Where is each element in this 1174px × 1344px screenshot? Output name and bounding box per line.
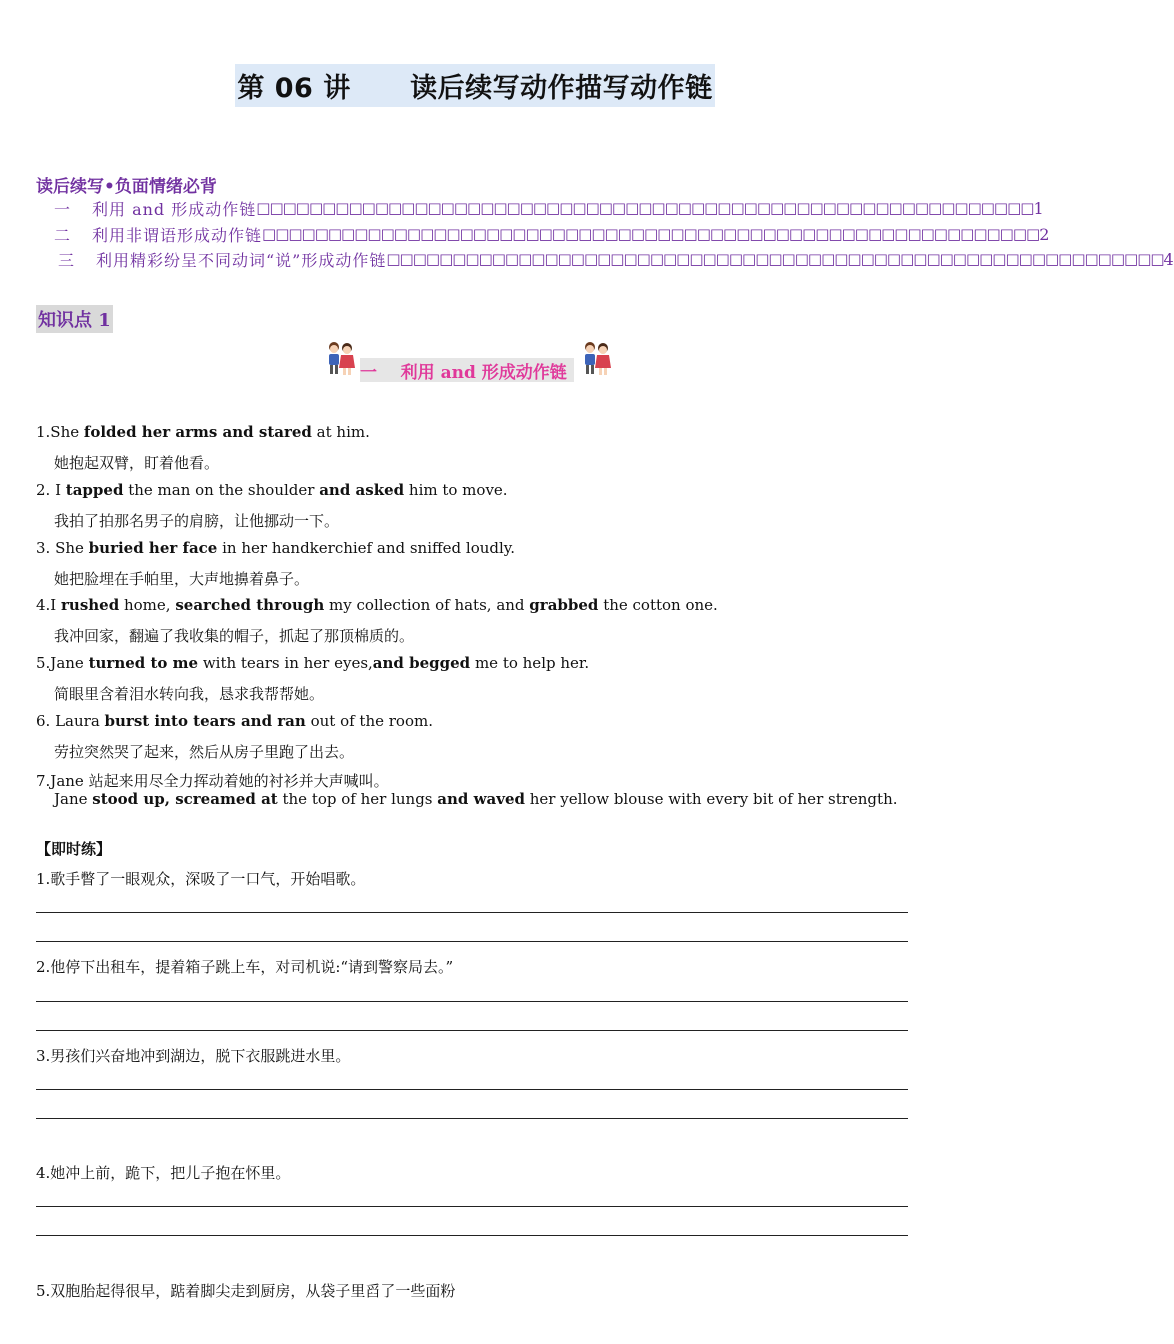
example-sentence: 6. Laura burst into tears and ran out of the room.: [36, 712, 433, 730]
toc-heading: 读后续写•负面情绪必背: [36, 177, 217, 197]
toc-item-page: 2: [1039, 224, 1050, 244]
example-sentence: 4.I rushed home, searched through my collection of hats, and grabbed the cotton one.: [36, 596, 718, 614]
toc-item[interactable]: [54, 196, 1044, 220]
section-banner: [324, 340, 624, 383]
toc-item[interactable]: [54, 222, 1050, 246]
practice-question: 1.歌手瞥了一眼观众，深吸了一口气，开始唱歌。: [36, 870, 366, 888]
toc-leader: □□□□□□□□□□□□□□□□□□□□□□□□□□□□□□□□□□□□□□□□□□□□□□□□□□□□□□□□□□□: [262, 225, 1040, 243]
practice-question: 5.双胞胎起得很早，踮着脚尖走到厨房，从袋子里舀了一些面粉: [36, 1282, 456, 1300]
answer-line[interactable]: [36, 941, 908, 942]
practice-question: 2.他停下出租车，提着箱子跳上车，对司机说:“请到警察局去。”: [36, 958, 454, 976]
toc-item-page: 4: [1163, 249, 1174, 269]
toc-item[interactable]: [58, 247, 1174, 271]
example-sentence: 3. She buried her face in her handkerchief and sniffed loudly.: [36, 539, 516, 557]
answer-line[interactable]: [36, 1235, 908, 1236]
example-sentence: 5.Jane turned to me with tears in her eyes,and begged me to help her.: [36, 654, 590, 672]
section-title: 一 利用 and 形成动作链: [360, 358, 574, 382]
toc-leader: □□□□□□□□□□□□□□□□□□□□□□□□□□□□□□□□□□□□□□□□□□□□□□□□□□□□□□□□□□□: [386, 250, 1164, 268]
toc-item-label: 利用精彩纷呈不同动词“说”形成动作链: [96, 250, 387, 270]
knowledge-point-label: 知识点 1: [36, 305, 113, 333]
example-translation: 我冲回家，翻遍了我收集的帽子，抓起了那顶棉质的。: [54, 627, 415, 645]
children-illustration-icon: [580, 340, 614, 378]
children-illustration-icon: [324, 340, 358, 378]
answer-line[interactable]: [36, 1089, 908, 1090]
example-sentence: 2. I tapped the man on the shoulder and asked him to move.: [36, 481, 508, 499]
answer-line[interactable]: [36, 1030, 908, 1031]
practice-question: 4.她冲上前，跪下，把儿子抱在怀里。: [36, 1164, 291, 1182]
answer-line[interactable]: [36, 1118, 908, 1119]
practice-question: 3.男孩们兴奋地冲到湖边，脱下衣服跳进水里。: [36, 1047, 351, 1065]
example-sentence: 1.She folded her arms and stared at him.: [36, 423, 370, 441]
toc-item-page: 1: [1033, 198, 1044, 218]
example-7-chinese: 7.Jane 站起来用尽全力挥动着她的衬衫并大声喊叫。: [36, 772, 389, 790]
toc-item-label: 利用 and 形成动作链: [92, 199, 257, 219]
toc-item-number: 二: [54, 225, 71, 245]
example-translation: 我拍了拍那名男子的肩膀，让他挪动一下。: [54, 512, 340, 530]
answer-line[interactable]: [36, 912, 908, 913]
answer-line[interactable]: [36, 1001, 908, 1002]
example-translation: 劳拉突然哭了起来，然后从房子里跑了出去。: [54, 743, 355, 761]
toc-item-label: 利用非谓语形成动作链: [92, 225, 263, 245]
toc-item-number: 三: [58, 250, 75, 270]
practice-heading: 【即时练】: [36, 840, 112, 858]
example-translation: 她抱起双臂，盯着他看。: [54, 454, 220, 472]
answer-line[interactable]: [36, 1206, 908, 1207]
example-translation: 简眼里含着泪水转向我，恳求我帮帮她。: [54, 685, 325, 703]
example-7-english: Jane stood up, screamed at the top of her lungs and waved her yellow blouse with every bit of her strength.: [54, 790, 898, 808]
title-block: [0, 64, 950, 107]
page-title: 第 06 讲 读后续写动作描写动作链: [235, 64, 714, 107]
example-translation: 她把脸埋在手帕里，大声地擤着鼻子。: [54, 570, 310, 588]
toc-leader: □□□□□□□□□□□□□□□□□□□□□□□□□□□□□□□□□□□□□□□□□□□□□□□□□□□□□□□□□□□: [256, 199, 1034, 217]
toc-item-number: 一: [54, 199, 71, 219]
